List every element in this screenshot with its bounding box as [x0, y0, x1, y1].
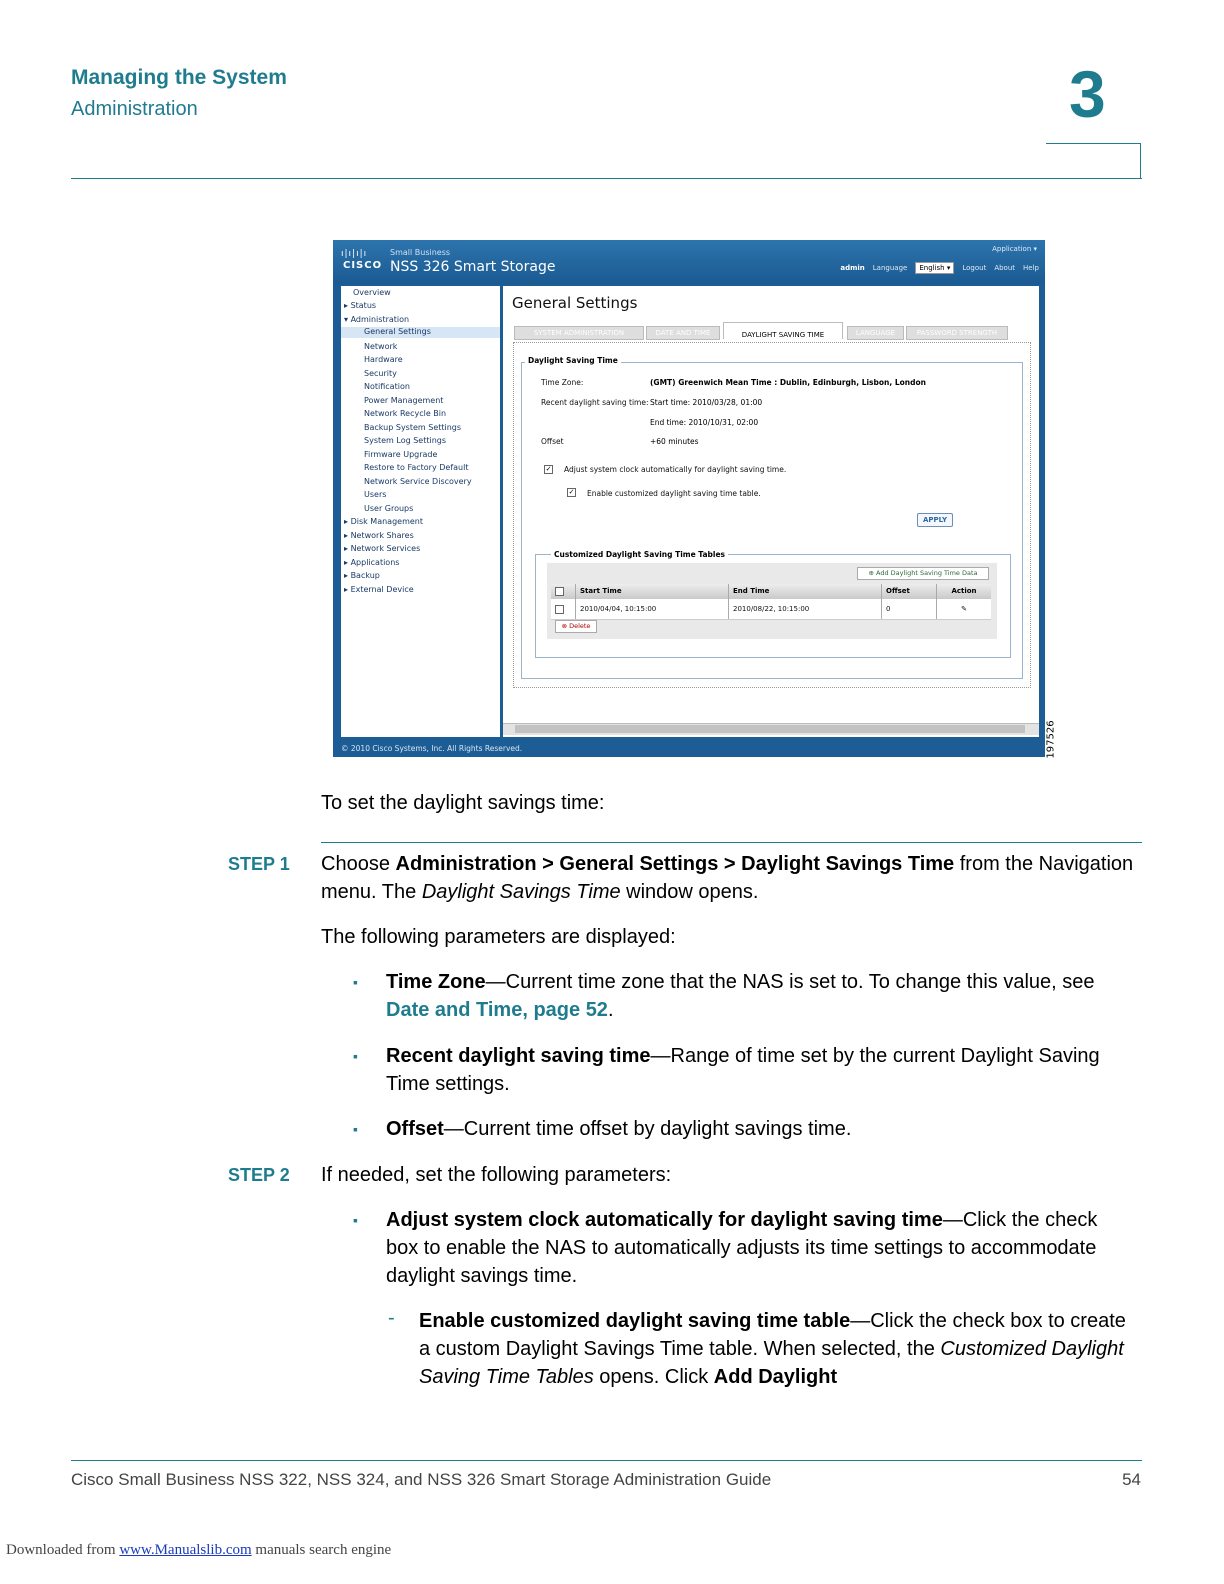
language-label: Language	[872, 264, 908, 272]
tab-date-and-time[interactable]: DATE AND TIME	[646, 326, 720, 340]
nav-item[interactable]: ▸ Network Services	[344, 544, 421, 553]
select-all-checkbox[interactable]	[551, 584, 575, 599]
sidebar-nav	[341, 286, 500, 737]
dash-icon: -	[388, 1307, 395, 1329]
chapter-box	[1046, 143, 1141, 179]
nav-item[interactable]: Network	[364, 342, 398, 351]
start-time-value: Start time: 2010/03/28, 01:00	[650, 398, 763, 407]
nav-item[interactable]: Restore to Factory Default	[364, 463, 469, 472]
enable-table-label: Enable customized daylight saving time table.	[587, 489, 761, 498]
app-header	[333, 240, 1045, 284]
cisco-logo-icon: ı|ı|ı|ı	[341, 249, 368, 259]
header-rule	[71, 178, 1142, 179]
nss-screenshot	[333, 240, 1045, 757]
add-icon: ⊕	[868, 569, 876, 577]
offset-label: Offset	[541, 437, 564, 446]
custom-table-legend: Customized Daylight Saving Time Tables	[551, 550, 728, 559]
nav-item[interactable]: ▸ Backup	[344, 571, 380, 580]
user-name: admin	[840, 264, 865, 272]
col-end-time: End Time	[728, 584, 881, 599]
nav-item[interactable]: ▾ Administration	[344, 315, 410, 324]
page-title: General Settings	[512, 294, 638, 312]
row-offset: 0	[881, 599, 936, 619]
application-menu[interactable]: Application ▾	[992, 245, 1037, 253]
col-action: Action	[936, 584, 991, 599]
dst-legend: Daylight Saving Time	[525, 356, 621, 365]
product-name: NSS 326 Smart Storage	[390, 259, 556, 275]
footer-rule	[71, 1460, 1142, 1461]
edit-icon[interactable]: ✎	[936, 599, 991, 619]
about-link[interactable]: About	[994, 264, 1016, 272]
delete-button[interactable]: ⊗ Delete	[555, 620, 597, 633]
bullet-adjust-clock: Adjust system clock automatically for daylight saving time—Click the check box to enable the NAS to automatically adjusts its time settings to accommodate daylight savings time.	[386, 1209, 1098, 1287]
bullet-icon: ▪	[353, 1121, 358, 1137]
step-2-text: If needed, set the following parameters:	[321, 1164, 672, 1186]
tab-system-administration[interactable]: SYSTEM ADMINISTRATION	[514, 326, 644, 340]
page-number: 54	[1122, 1470, 1141, 1489]
brand-small: Small Business	[390, 248, 451, 257]
time-zone-value: (GMT) Greenwich Mean Time : Dublin, Edinburgh, Lisbon, London	[650, 378, 926, 387]
delete-icon: ⊗	[561, 622, 570, 630]
recent-dst-label: Recent daylight saving time:	[541, 398, 649, 407]
nav-item[interactable]: Overview	[353, 288, 391, 297]
cisco-logo-text: CISCO	[343, 260, 383, 271]
nav-item[interactable]: System Log Settings	[364, 436, 447, 445]
enable-table-checkbox[interactable]: ✓	[568, 488, 575, 496]
nav-item[interactable]: ▸ External Device	[344, 585, 414, 594]
chapter-title: Managing the System	[71, 66, 287, 89]
table-row	[551, 599, 991, 620]
nav-item[interactable]: Backup System Settings	[364, 423, 462, 432]
top-links	[840, 262, 1039, 274]
bullet-recent-dst: Recent daylight saving time—Range of time set by the current Daylight Saving Time settings.	[386, 1045, 1100, 1095]
row-checkbox[interactable]	[551, 599, 575, 619]
main-panel	[503, 286, 1039, 737]
params-intro: The following parameters are displayed:	[321, 926, 676, 948]
nav-item[interactable]: Network Service Discovery	[364, 477, 472, 486]
nav-item[interactable]: Security	[364, 369, 397, 378]
apply-button[interactable]: APPLY	[917, 513, 953, 527]
footer-guide-title: Cisco Small Business NSS 322, NSS 324, and NSS 326 Smart Storage Administration Guide	[71, 1470, 772, 1489]
bullet-icon: ▪	[353, 974, 358, 990]
tab-password-strength[interactable]: PASSWORD STRENGTH	[906, 326, 1008, 340]
table-header	[551, 584, 991, 599]
date-time-link[interactable]: Date and Time, page 52	[386, 999, 608, 1021]
nav-item[interactable]: Users	[364, 490, 387, 499]
nav-item[interactable]: Firmware Upgrade	[364, 450, 438, 459]
intro-text: To set the daylight savings time:	[321, 792, 605, 814]
nav-item-selected[interactable]: General Settings	[341, 327, 500, 338]
figure-id: 197526	[1045, 720, 1057, 759]
nav-item[interactable]: Hardware	[364, 355, 403, 364]
manualslib-link[interactable]: www.Manualslib.com	[119, 1542, 252, 1558]
offset-value: +60 minutes	[650, 437, 699, 446]
bullet-time-zone: Time Zone—Current time zone that the NAS is set to. To change this value, see Date and Time, page 52.	[386, 971, 1095, 1021]
col-start-time: Start Time	[575, 584, 728, 599]
nav-item[interactable]: User Groups	[364, 504, 414, 513]
step-rule	[321, 842, 1142, 843]
nav-item[interactable]: ▸ Applications	[344, 558, 400, 567]
nav-item[interactable]: ▸ Network Shares	[344, 531, 414, 540]
add-dst-data-button[interactable]: ⊕ Add Daylight Saving Time Data	[857, 567, 989, 580]
time-zone-label: Time Zone:	[541, 378, 584, 387]
nav-item[interactable]: Network Recycle Bin	[364, 409, 447, 418]
help-link[interactable]: Help	[1023, 264, 1039, 272]
chapter-number: 3	[1069, 57, 1106, 131]
tab-language[interactable]: LANGUAGE	[847, 326, 904, 340]
end-time-value: End time: 2010/10/31, 02:00	[650, 418, 759, 427]
step-1-label: STEP 1	[228, 854, 290, 874]
nav-item[interactable]: ▸ Disk Management	[344, 517, 423, 526]
download-notice: Downloaded from www.Manualslib.com manuals search engine	[6, 1542, 392, 1558]
custom-table	[547, 563, 997, 639]
bullet-icon: ▪	[353, 1212, 358, 1228]
nav-item[interactable]: ▸ Status	[344, 301, 377, 310]
adjust-clock-label: Adjust system clock automatically for daylight saving time.	[564, 465, 787, 474]
row-start-time: 2010/04/04, 10:15:00	[575, 599, 728, 619]
section-title: Administration	[71, 98, 198, 120]
logout-link[interactable]: Logout	[962, 264, 987, 272]
nav-item[interactable]: Power Management	[364, 396, 444, 405]
tab-daylight-saving-time[interactable]: DAYLIGHT SAVING TIME	[723, 322, 843, 339]
step-2-label: STEP 2	[228, 1165, 290, 1185]
step-1-text: Choose Administration > General Settings > Daylight Savings Time from the Navigation menu. The Daylight Savings Time window opens.	[321, 853, 1134, 903]
col-offset: Offset	[881, 584, 936, 599]
tab-bar	[514, 326, 1024, 340]
copyright: © 2010 Cisco Systems, Inc. All Rights Reserved.	[341, 744, 523, 753]
sub-bullet-enable-table: Enable customized daylight saving time table—Click the check box to create a custom Daylight Savings Time table. When selected, the Customized Daylight Saving Time Tables opens. Click Add Daylight	[419, 1310, 1126, 1388]
bullet-offset: Offset—Current time offset by daylight savings time.	[386, 1118, 852, 1140]
language-select[interactable]: English ▾	[915, 262, 954, 274]
adjust-clock-checkbox[interactable]: ✓	[545, 465, 552, 473]
bullet-icon: ▪	[353, 1048, 358, 1064]
nav-item[interactable]: Notification	[364, 382, 410, 391]
horizontal-scrollbar[interactable]	[503, 723, 1039, 735]
row-end-time: 2010/08/22, 10:15:00	[728, 599, 881, 619]
